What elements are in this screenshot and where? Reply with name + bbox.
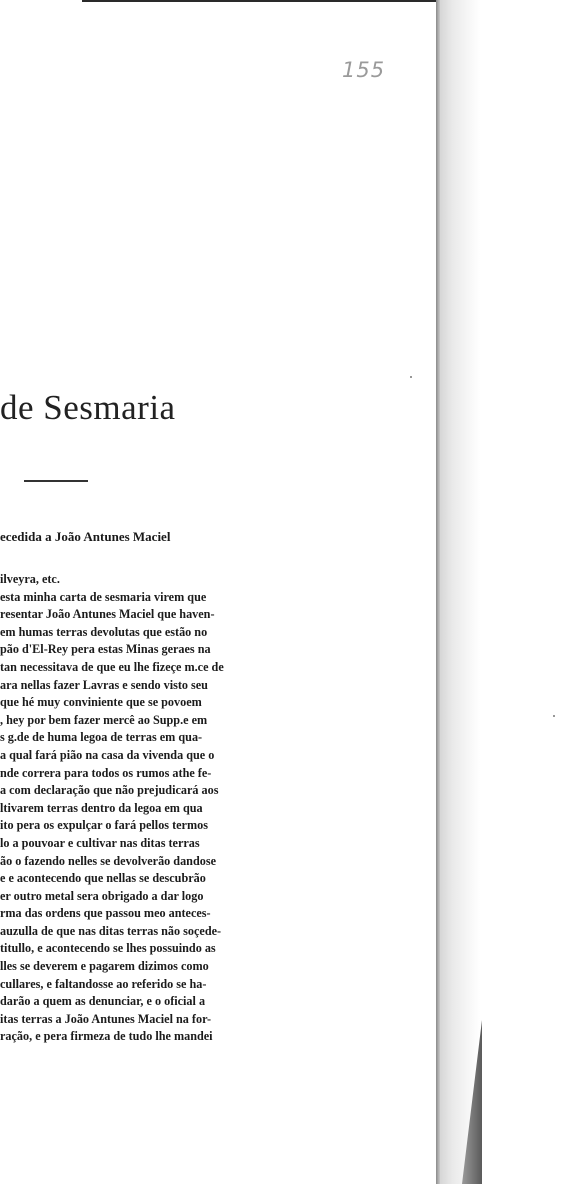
document-subheading: ecedida a João Antunes Maciel <box>0 529 171 544</box>
body-line: em humas terras devolutas que estão no <box>0 624 208 639</box>
body-line: ara nellas fazer Lavras e sendo visto seu <box>0 677 208 692</box>
page-top-edge <box>82 0 440 2</box>
body-line: lo a pouvoar e cultivar nas ditas terras <box>0 835 200 850</box>
body-line: e e acontecendo que nellas se descubrão <box>0 871 206 886</box>
body-line: cullares, e faltandosse ao referido se ha- <box>0 976 207 991</box>
body-line: itas terras a João Antunes Maciel na for- <box>0 1011 212 1026</box>
body-line: ração, e pera firmeza de tudo lhe mandei <box>0 1029 213 1044</box>
body-line: a com declaração que não prejudicará aos <box>0 783 219 798</box>
body-line: er outro metal sera obrigado a dar logo <box>0 888 204 903</box>
body-line: resentar João Antunes Maciel que haven- <box>0 607 215 622</box>
body-line: s g.de de huma legoa de terras em qua- <box>0 730 203 745</box>
body-line: darão a quem as denunciar, e o oficial a <box>0 994 206 1009</box>
body-line: nde correra para todos os rumos athe fe- <box>0 765 212 780</box>
body-line: ltivarem terras dentro da legoa em qua <box>0 800 203 815</box>
body-line: esta minha carta de sesmaria virem que <box>0 589 207 604</box>
binding-gutter <box>440 0 480 1184</box>
folio-number: 155 <box>342 58 386 82</box>
body-line: ilveyra, etc. <box>0 572 60 586</box>
document-body <box>0 571 330 1046</box>
body-line: titullo, e acontecendo se lhes possuindo as <box>0 941 216 956</box>
body-line: , hey por bem fazer mercê ao Supp.e em <box>0 712 208 727</box>
body-line: a qual fará pião na casa da vivenda que o <box>0 747 215 762</box>
paper-speck <box>553 715 555 717</box>
body-line: que hé muy conviniente que se povoem <box>0 695 202 710</box>
body-line: ito pera os expulçar o fará pellos termos <box>0 818 208 833</box>
body-line: tan necessitava de que eu lhe fizeçe m.ce de <box>0 659 224 674</box>
document-title: de Sesmaria <box>0 388 176 427</box>
body-line: pão d'El-Rey pera estas Minas geraes na <box>0 642 211 657</box>
body-line: rma das ordens que passou meo anteces- <box>0 906 211 921</box>
paper-speck <box>410 376 412 378</box>
body-line: lles se deverem e pagarem dizimos como <box>0 959 209 974</box>
body-line: ão o fazendo nelles se devolverão dandose <box>0 853 216 868</box>
title-rule <box>24 480 88 482</box>
body-line: auzulla de que nas ditas terras não soçede- <box>0 923 222 938</box>
